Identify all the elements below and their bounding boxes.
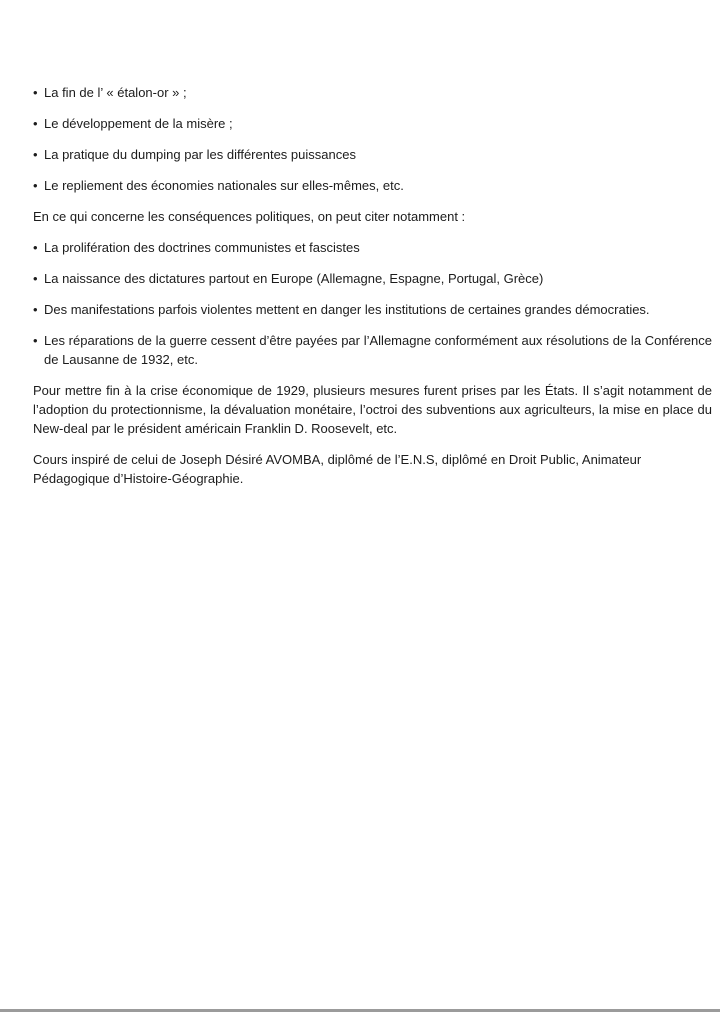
bullet-text: La fin de l’ « étalon-or » ;	[44, 85, 187, 100]
bullet-text: Des manifestations parfois violentes mettent en danger les institutions de certaines grandes démocraties.	[44, 302, 650, 317]
bullet-item	[33, 331, 712, 369]
bullet-marker: •	[33, 147, 38, 162]
credit-paragraph: Cours inspiré de celui de Joseph Désiré AVOMBA, diplômé de l’E.N.S, diplômé en Droit Public, Animateur Pédagogique d’Histoire-Géographie.	[33, 452, 642, 486]
bullet-marker: •	[33, 178, 38, 193]
bullet-marker: •	[33, 333, 38, 348]
document-content	[33, 83, 712, 500]
bullet-marker: •	[33, 116, 38, 131]
bullet-item	[33, 176, 712, 195]
bullet-marker: •	[33, 85, 38, 100]
bullet-item	[33, 300, 712, 319]
bullet-item	[33, 269, 712, 288]
measures-paragraph: Pour mettre fin à la crise économique de 1929, plusieurs mesures furent prises par les États. Il s’agit notamment de l’adoption du protectionnisme, la dévaluation monétaire, l’octroi des subventions aux agriculteurs, la mise en place du New-deal par le président américain Franklin D. Roosevelt, etc.	[33, 383, 712, 436]
bullet-text: La prolifération des doctrines communistes et fascistes	[44, 240, 360, 255]
bullet-marker: •	[33, 240, 38, 255]
bullet-item	[33, 145, 712, 164]
bullet-text: La pratique du dumping par les différentes puissances	[44, 147, 356, 162]
bullet-item	[33, 83, 712, 102]
bullet-item	[33, 114, 712, 133]
bullet-marker: •	[33, 271, 38, 286]
bullet-text: Le développement de la misère ;	[44, 116, 233, 131]
bullet-text: La naissance des dictatures partout en Europe (Allemagne, Espagne, Portugal, Grèce)	[44, 271, 544, 286]
page-bottom-rule	[0, 1009, 720, 1012]
bullet-text: Le repliement des économies nationales sur elles-mêmes, etc.	[44, 178, 404, 193]
bullet-text: Les réparations de la guerre cessent d’être payées par l’Allemagne conformément aux résolutions de la Conférence de Lausanne de 1932, etc.	[44, 333, 712, 367]
bullet-marker: •	[33, 302, 38, 317]
bullet-item	[33, 238, 712, 257]
politics-intro-paragraph: En ce qui concerne les conséquences politiques, on peut citer notamment :	[33, 209, 466, 224]
